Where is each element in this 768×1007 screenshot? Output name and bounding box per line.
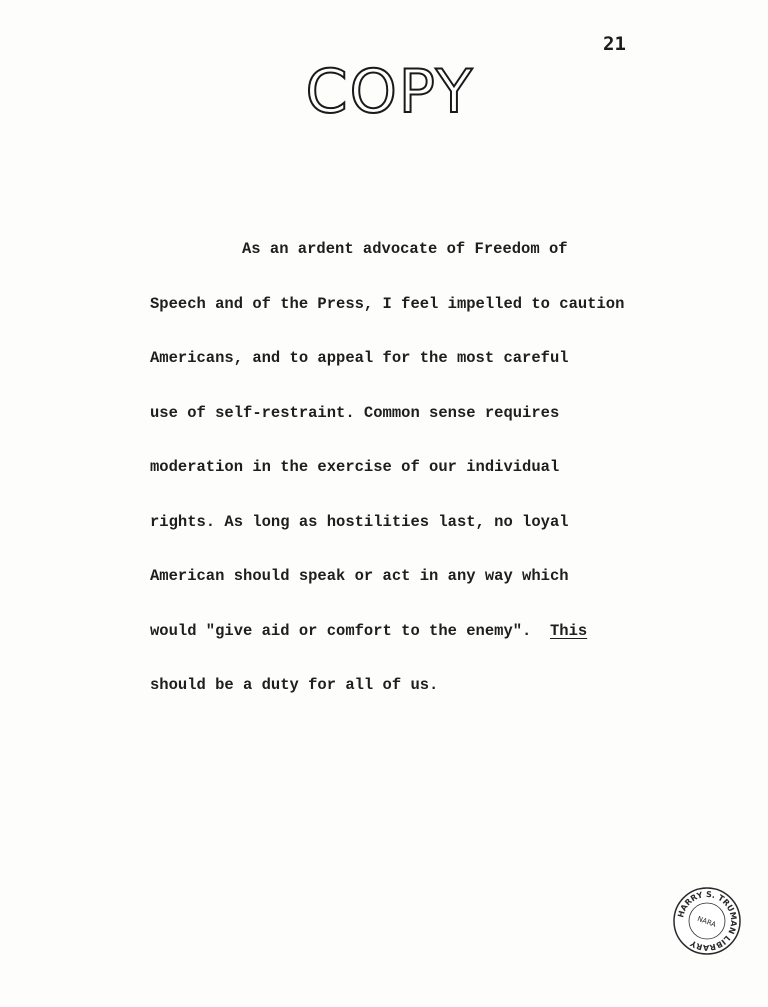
body-line: As an ardent advocate of Freedom of	[242, 240, 568, 258]
svg-text:HARRY S. TRUMAN LIBRARY: HARRY S. TRUMAN LIBRARY	[676, 889, 739, 953]
body-line: Speech and of the Press, I feel impelled to caution	[150, 294, 625, 313]
body-line: moderation in the exercise of our individual	[150, 458, 560, 476]
copy-stamp	[282, 54, 498, 120]
body-line-text: would "give aid or comfort to the enemy".	[150, 621, 550, 640]
copy-stamp-text: COPY	[305, 57, 475, 120]
underlined-word: This	[549, 621, 588, 640]
body-line: Americans, and to appeal for the most careful	[150, 349, 569, 367]
body-line: American should speak or act in any way which	[150, 567, 569, 585]
body-text	[150, 230, 670, 721]
body-line: should be a duty for all of us.	[150, 676, 439, 694]
page-number: 21	[603, 33, 626, 55]
body-line: rights. As long as hostilities last, no loyal	[150, 512, 569, 531]
library-seal	[672, 886, 742, 956]
body-line: use of self-restraint. Common sense requires	[150, 403, 560, 422]
body-line	[150, 612, 670, 650]
svg-text:NARA: NARA	[696, 914, 718, 930]
